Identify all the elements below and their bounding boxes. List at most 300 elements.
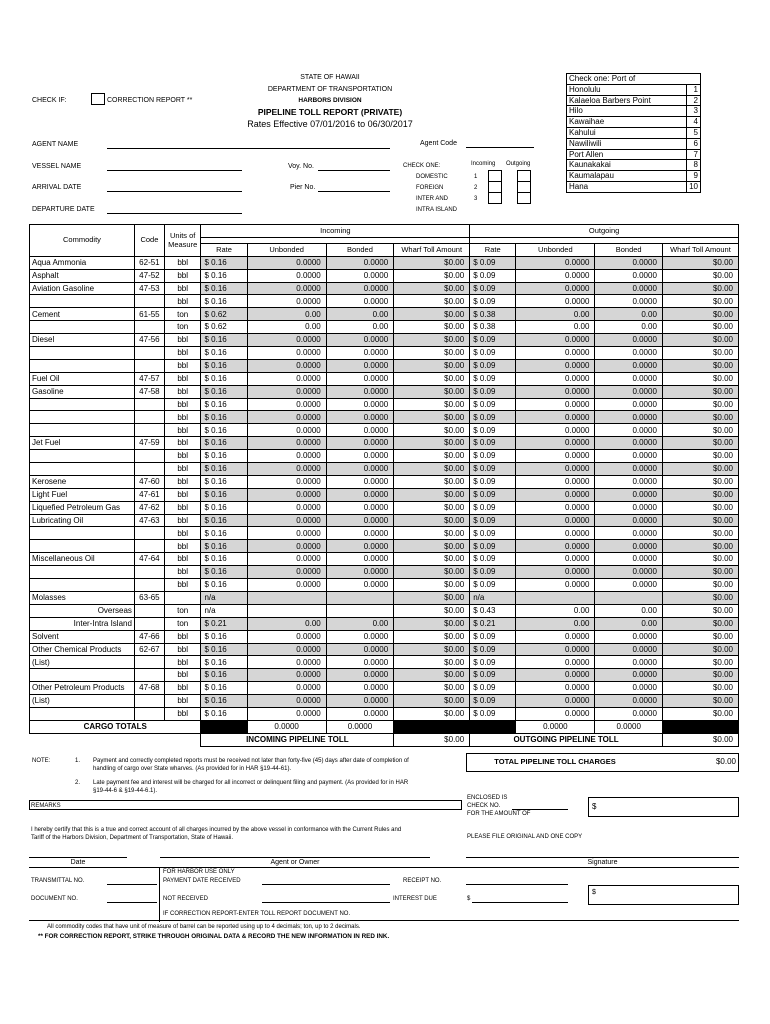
transmittal-input[interactable] xyxy=(107,884,157,885)
out-rate-cell: $ 0.09 xyxy=(470,295,516,308)
out-bonded-input[interactable]: 0.0000 xyxy=(595,579,662,592)
in-bonded-input[interactable]: 0.0000 xyxy=(326,398,393,411)
in-unbonded-input[interactable]: 0.0000 xyxy=(247,359,326,372)
out-wharf-toll-cell: $0.00 xyxy=(662,591,738,604)
in-rate-cell: $ 0.16 xyxy=(201,424,247,437)
port-row[interactable] xyxy=(567,160,701,171)
out-bonded-input[interactable]: 0.0000 xyxy=(595,334,662,347)
units-cell: bbl xyxy=(164,643,201,656)
units-cell: bbl xyxy=(164,669,201,682)
commodity-cell: (List) xyxy=(30,695,135,708)
units-cell: bbl xyxy=(164,501,201,514)
commodity-cell xyxy=(30,527,135,540)
in-unbonded-input[interactable]: 0.0000 xyxy=(247,334,326,347)
option-number: 3 xyxy=(474,196,478,202)
code-cell xyxy=(134,656,164,669)
commodity-cell: Jet Fuel xyxy=(30,437,135,450)
units-cell: bbl xyxy=(164,463,201,476)
in-bonded-input[interactable]: 0.0000 xyxy=(326,656,393,669)
in-bonded-input[interactable]: 0.0000 xyxy=(326,385,393,398)
units-header: Units of Measure xyxy=(164,225,201,257)
out-wharf-toll-cell: $0.00 xyxy=(662,553,738,566)
out-bonded-input[interactable]: 0.0000 xyxy=(595,411,662,424)
in-unbonded-input[interactable]: 0.0000 xyxy=(247,411,326,424)
in-unbonded-input[interactable]: 0.00 xyxy=(247,617,326,630)
code-cell: 47-62 xyxy=(134,501,164,514)
out-bonded-input[interactable]: 0.0000 xyxy=(595,527,662,540)
out-bonded-input[interactable]: 0.0000 xyxy=(595,385,662,398)
out-bonded-input[interactable]: 0.0000 xyxy=(595,437,662,450)
commodity-header: Commodity xyxy=(30,225,135,257)
port-row[interactable] xyxy=(567,181,701,192)
in-unbonded-input[interactable]: 0.0000 xyxy=(247,424,326,437)
in-rate-cell: $ 0.16 xyxy=(201,488,247,501)
out-bonded-input[interactable]: 0.0000 xyxy=(595,282,662,295)
port-row[interactable] xyxy=(567,149,701,160)
in-bonded-input[interactable]: 0.00 xyxy=(326,321,393,334)
commodity-cell: Other Petroleum Products xyxy=(30,682,135,695)
in-unbonded-input[interactable]: 0.0000 xyxy=(247,372,326,385)
out-bonded-input[interactable]: 0.0000 xyxy=(595,553,662,566)
out-bonded-input[interactable] xyxy=(595,591,662,604)
in-bonded-input[interactable]: 0.0000 xyxy=(326,707,393,720)
code-cell xyxy=(134,411,164,424)
code-cell: 47-53 xyxy=(134,282,164,295)
out-unbonded-input[interactable]: 0.0000 xyxy=(516,656,595,669)
out-unbonded-input[interactable]: 0.0000 xyxy=(516,282,595,295)
table-row xyxy=(30,669,739,682)
code-cell xyxy=(134,527,164,540)
in-bonded-input[interactable]: 0.0000 xyxy=(326,256,393,269)
in-bonded-input[interactable]: 0.0000 xyxy=(326,475,393,488)
units-cell: bbl xyxy=(164,695,201,708)
interest-due-label: INTEREST DUE xyxy=(393,896,437,902)
commodity-cell: Solvent xyxy=(30,630,135,643)
out-wharf-toll-cell: $0.00 xyxy=(662,385,738,398)
port-row[interactable] xyxy=(567,84,701,95)
out-bonded-input[interactable]: 0.0000 xyxy=(595,695,662,708)
out-unbonded-input[interactable]: 0.0000 xyxy=(516,450,595,463)
in-bonded-input[interactable]: 0.0000 xyxy=(326,643,393,656)
in-bonded-input[interactable]: 0.0000 xyxy=(326,437,393,450)
units-cell: bbl xyxy=(164,269,201,282)
dollar-sign: $ xyxy=(592,802,597,811)
in-unbonded-input[interactable]: 0.0000 xyxy=(247,437,326,450)
in-unbonded-input[interactable]: 0.0000 xyxy=(247,630,326,643)
units-cell: bbl xyxy=(164,398,201,411)
in-bonded-input[interactable]: 0.0000 xyxy=(326,630,393,643)
units-cell: bbl xyxy=(164,359,201,372)
out-bonded-input[interactable]: 0.0000 xyxy=(595,372,662,385)
table-row xyxy=(30,256,739,269)
in-unbonded-input[interactable]: 0.0000 xyxy=(247,682,326,695)
in-bonded-input[interactable]: 0.0000 xyxy=(326,450,393,463)
note-2: Late payment fee and interest will be charged for all incorrect or delinquent filing and payment. (As provided for in HAR §19-44-6 & §19-44-6.1). xyxy=(93,780,409,794)
departure-date-input[interactable] xyxy=(107,213,242,214)
agent-name-label: AGENT NAME xyxy=(32,141,79,148)
check-no-input[interactable] xyxy=(512,809,568,810)
out-unbonded-input[interactable]: 0.0000 xyxy=(516,488,595,501)
in-rate-cell: $ 0.16 xyxy=(201,282,247,295)
in-unbonded-input[interactable]: 0.0000 xyxy=(247,553,326,566)
in-bonded-input[interactable]: 0.0000 xyxy=(326,269,393,282)
out-rate-cell: $ 0.09 xyxy=(470,488,516,501)
table-row xyxy=(30,527,739,540)
out-unbonded-input[interactable]: 0.0000 xyxy=(516,566,595,579)
in-rate-cell: $ 0.16 xyxy=(201,411,247,424)
in-bonded-input[interactable]: 0.0000 xyxy=(326,334,393,347)
out-unbonded-input[interactable]: 0.0000 xyxy=(516,398,595,411)
out-unbonded-input[interactable]: 0.0000 xyxy=(516,295,595,308)
table-row xyxy=(30,656,739,669)
out-unbonded-input[interactable]: 0.0000 xyxy=(516,411,595,424)
out-rate-cell: $ 0.09 xyxy=(470,669,516,682)
in-bonded-input[interactable]: 0.0000 xyxy=(326,424,393,437)
in-unbonded-input[interactable]: 0.0000 xyxy=(247,643,326,656)
out-unbonded-input[interactable]: 0.0000 xyxy=(516,269,595,282)
out-bonded-input[interactable]: 0.0000 xyxy=(595,398,662,411)
code-cell xyxy=(134,707,164,720)
commodity-cell xyxy=(30,579,135,592)
commodity-cell: Inter-Intra Island xyxy=(30,617,135,630)
out-unbonded-input[interactable]: 0.0000 xyxy=(516,501,595,514)
out-rate-cell: $ 0.09 xyxy=(470,656,516,669)
out-unbonded-input[interactable]: 0.0000 xyxy=(516,695,595,708)
table-row xyxy=(30,372,739,385)
in-unbonded-input[interactable]: 0.0000 xyxy=(247,527,326,540)
unbonded-header: Unbonded xyxy=(516,243,595,256)
in-bonded-input[interactable]: 0.0000 xyxy=(326,669,393,682)
in-rate-cell: $ 0.16 xyxy=(201,463,247,476)
commodity-cell xyxy=(30,359,135,372)
blank-cell xyxy=(201,720,247,733)
out-unbonded-input[interactable]: 0.0000 xyxy=(516,334,595,347)
interest-due-input[interactable] xyxy=(472,902,568,903)
in-wharf-toll-cell: $0.00 xyxy=(394,450,470,463)
in-unbonded-input[interactable]: 0.0000 xyxy=(247,463,326,476)
in-unbonded-input[interactable]: 0.0000 xyxy=(247,475,326,488)
domestic-label: DOMESTIC xyxy=(416,174,448,180)
out-bonded-input[interactable]: 0.0000 xyxy=(595,669,662,682)
out-rate-cell: $ 0.09 xyxy=(470,411,516,424)
pier-no-input[interactable] xyxy=(318,191,390,192)
in-unbonded-input[interactable]: 0.0000 xyxy=(247,656,326,669)
out-unbonded-input[interactable]: 0.0000 xyxy=(516,527,595,540)
in-unbonded-input[interactable]: 0.0000 xyxy=(247,566,326,579)
units-cell: bbl xyxy=(164,450,201,463)
in-bonded-input[interactable]: 0.0000 xyxy=(326,411,393,424)
out-bonded-input[interactable]: 0.0000 xyxy=(595,501,662,514)
in-rate-cell: $ 0.16 xyxy=(201,450,247,463)
in-bonded-input[interactable]: 0.0000 xyxy=(326,579,393,592)
in-rate-cell: $ 0.16 xyxy=(201,707,247,720)
remarks-input[interactable] xyxy=(29,800,462,810)
out-bonded-input[interactable]: 0.0000 xyxy=(595,256,662,269)
out-rate-cell: $ 0.09 xyxy=(470,475,516,488)
in-unbonded-input[interactable]: 0.0000 xyxy=(247,295,326,308)
receipt-no-input[interactable] xyxy=(466,884,568,885)
out-unbonded-input[interactable]: 0.0000 xyxy=(516,553,595,566)
in-unbonded-input[interactable]: 0.00 xyxy=(247,321,326,334)
interest-amount-input[interactable] xyxy=(588,885,739,905)
out-rate-cell: $ 0.38 xyxy=(470,308,516,321)
out-unbonded-input[interactable]: 0.0000 xyxy=(516,256,595,269)
in-wharf-toll-cell: $0.00 xyxy=(394,617,470,630)
out-bonded-input[interactable]: 0.0000 xyxy=(595,450,662,463)
out-unbonded-input[interactable]: 0.0000 xyxy=(516,643,595,656)
out-bonded-input[interactable]: 0.0000 xyxy=(595,424,662,437)
out-wharf-toll-cell: $0.00 xyxy=(662,256,738,269)
code-cell: 47-59 xyxy=(134,437,164,450)
in-bonded-input[interactable]: 0.00 xyxy=(326,617,393,630)
total-pipeline-toll-box xyxy=(466,753,739,772)
state-heading: STATE OF HAWAII xyxy=(300,74,360,81)
outgoing-label: Outgoing xyxy=(506,161,531,167)
in-unbonded-total: 0.0000 xyxy=(247,720,326,733)
in-rate-cell: $ 0.21 xyxy=(201,617,247,630)
arrival-date-input[interactable] xyxy=(107,191,242,192)
in-wharf-toll-cell: $0.00 xyxy=(394,656,470,669)
table-row xyxy=(30,295,739,308)
in-bonded-input[interactable] xyxy=(326,604,393,617)
code-cell: 47-60 xyxy=(134,475,164,488)
in-unbonded-input[interactable] xyxy=(247,591,326,604)
in-unbonded-input[interactable]: 0.0000 xyxy=(247,269,326,282)
in-bonded-input[interactable] xyxy=(326,591,393,604)
out-bonded-input[interactable]: 0.0000 xyxy=(595,630,662,643)
out-unbonded-input[interactable]: 0.0000 xyxy=(516,630,595,643)
table-row xyxy=(30,475,739,488)
out-unbonded-input[interactable]: 0.0000 xyxy=(516,669,595,682)
not-received-input[interactable] xyxy=(262,902,390,903)
out-rate-cell: $ 0.09 xyxy=(470,566,516,579)
in-unbonded-input[interactable]: 0.0000 xyxy=(247,385,326,398)
in-wharf-toll-cell: $0.00 xyxy=(394,437,470,450)
port-number: 10 xyxy=(687,181,701,192)
vessel-name-input[interactable] xyxy=(107,170,242,171)
out-bonded-input[interactable]: 0.0000 xyxy=(595,682,662,695)
out-unbonded-input[interactable]: 0.0000 xyxy=(516,475,595,488)
out-unbonded-input[interactable]: 0.0000 xyxy=(516,359,595,372)
incoming-inter-checkbox[interactable] xyxy=(488,192,502,204)
code-cell: 47-52 xyxy=(134,269,164,282)
agent-code-input[interactable] xyxy=(466,147,534,148)
in-bonded-input[interactable]: 0.0000 xyxy=(326,463,393,476)
in-unbonded-input[interactable]: 0.0000 xyxy=(247,501,326,514)
units-cell: bbl xyxy=(164,334,201,347)
out-unbonded-input[interactable]: 0.0000 xyxy=(516,347,595,360)
outgoing-inter-checkbox[interactable] xyxy=(517,192,531,204)
out-unbonded-input[interactable]: 0.00 xyxy=(516,617,595,630)
port-row[interactable] xyxy=(567,171,701,182)
out-rate-cell: $ 0.09 xyxy=(470,540,516,553)
in-wharf-toll-cell: $0.00 xyxy=(394,527,470,540)
in-wharf-toll-cell: $0.00 xyxy=(394,308,470,321)
in-unbonded-input[interactable]: 0.0000 xyxy=(247,398,326,411)
out-unbonded-input[interactable]: 0.00 xyxy=(516,321,595,334)
port-row[interactable] xyxy=(567,127,701,138)
note-label: NOTE: xyxy=(32,758,51,764)
out-unbonded-input[interactable]: 0.0000 xyxy=(516,424,595,437)
out-bonded-input[interactable]: 0.00 xyxy=(595,617,662,630)
out-unbonded-input[interactable]: 0.0000 xyxy=(516,707,595,720)
units-cell: bbl xyxy=(164,527,201,540)
in-rate-cell: $ 0.16 xyxy=(201,501,247,514)
out-bonded-input[interactable]: 0.0000 xyxy=(595,540,662,553)
correction-report-checkbox[interactable] xyxy=(91,93,105,105)
units-cell: bbl xyxy=(164,437,201,450)
in-wharf-toll-cell: $0.00 xyxy=(394,566,470,579)
out-bonded-input[interactable]: 0.0000 xyxy=(595,269,662,282)
code-header: Code xyxy=(134,225,164,257)
cargo-totals-row xyxy=(30,720,739,733)
out-bonded-input[interactable]: 0.0000 xyxy=(595,566,662,579)
port-row[interactable] xyxy=(567,138,701,149)
in-unbonded-input[interactable] xyxy=(247,604,326,617)
report-title: PIPELINE TOLL REPORT (PRIVATE) xyxy=(257,107,403,117)
out-unbonded-input[interactable]: 0.0000 xyxy=(516,437,595,450)
commodity-cell: (List) xyxy=(30,656,135,669)
port-row[interactable] xyxy=(567,95,701,106)
out-wharf-toll-cell: $0.00 xyxy=(662,643,738,656)
in-unbonded-input[interactable]: 0.0000 xyxy=(247,579,326,592)
not-received-label: NOT RECEIVED xyxy=(163,896,208,902)
out-bonded-input[interactable]: 0.0000 xyxy=(595,643,662,656)
out-unbonded-input[interactable]: 0.0000 xyxy=(516,385,595,398)
out-wharf-toll-cell: $0.00 xyxy=(662,707,738,720)
out-wharf-toll-cell: $0.00 xyxy=(662,669,738,682)
document-no-input[interactable] xyxy=(107,902,157,903)
inter-and-label: INTER AND xyxy=(416,196,449,202)
in-unbonded-input[interactable]: 0.0000 xyxy=(247,488,326,501)
in-bonded-input[interactable]: 0.0000 xyxy=(326,295,393,308)
in-rate-cell: $ 0.16 xyxy=(201,579,247,592)
commodity-cell: Aqua Ammonia xyxy=(30,256,135,269)
in-unbonded-input[interactable]: 0.0000 xyxy=(247,256,326,269)
out-bonded-input[interactable]: 0.00 xyxy=(595,604,662,617)
in-bonded-input[interactable]: 0.0000 xyxy=(326,488,393,501)
out-unbonded-input[interactable]: 0.0000 xyxy=(516,540,595,553)
amount-input[interactable] xyxy=(588,797,739,817)
in-bonded-input[interactable]: 0.0000 xyxy=(326,682,393,695)
port-name: Port Allen xyxy=(567,149,687,160)
in-bonded-input[interactable]: 0.0000 xyxy=(326,527,393,540)
remarks-label: REMARKS xyxy=(31,803,61,809)
in-bonded-input[interactable]: 0.0000 xyxy=(326,566,393,579)
in-bonded-input[interactable]: 0.0000 xyxy=(326,282,393,295)
in-bonded-input[interactable]: 0.0000 xyxy=(326,359,393,372)
blank-cell xyxy=(662,720,738,733)
in-unbonded-input[interactable]: 0.00 xyxy=(247,308,326,321)
out-unbonded-input[interactable]: 0.0000 xyxy=(516,463,595,476)
signature-line[interactable] xyxy=(466,857,739,858)
voy-no-label: Voy. No. xyxy=(288,163,314,170)
date-line[interactable] xyxy=(29,857,127,858)
out-wharf-toll-cell: $0.00 xyxy=(662,295,738,308)
out-unbonded-input[interactable] xyxy=(516,591,595,604)
in-wharf-toll-cell: $0.00 xyxy=(394,347,470,360)
out-bonded-input[interactable]: 0.0000 xyxy=(595,514,662,527)
out-wharf-toll-cell: $0.00 xyxy=(662,359,738,372)
agent-line[interactable] xyxy=(160,857,430,858)
out-unbonded-input[interactable]: 0.0000 xyxy=(516,682,595,695)
out-rate-cell: $ 0.09 xyxy=(470,450,516,463)
in-rate-cell: $ 0.16 xyxy=(201,385,247,398)
out-bonded-input[interactable]: 0.0000 xyxy=(595,295,662,308)
units-cell: bbl xyxy=(164,488,201,501)
port-row[interactable] xyxy=(567,106,701,117)
out-wharf-toll-cell: $0.00 xyxy=(662,695,738,708)
in-bonded-input[interactable]: 0.0000 xyxy=(326,553,393,566)
table-row xyxy=(30,579,739,592)
out-unbonded-input[interactable]: 0.00 xyxy=(516,308,595,321)
out-wharf-toll-cell: $0.00 xyxy=(662,682,738,695)
commodity-cell: Asphalt xyxy=(30,269,135,282)
agent-name-input[interactable] xyxy=(107,148,390,149)
out-bonded-input[interactable]: 0.0000 xyxy=(595,463,662,476)
out-wharf-toll-cell: $0.00 xyxy=(662,424,738,437)
units-cell: bbl xyxy=(164,566,201,579)
units-cell: bbl xyxy=(164,475,201,488)
port-number: 4 xyxy=(687,117,701,128)
in-unbonded-input[interactable]: 0.0000 xyxy=(247,695,326,708)
units-cell: ton xyxy=(164,321,201,334)
out-bonded-input[interactable]: 0.0000 xyxy=(595,707,662,720)
voy-no-input[interactable] xyxy=(318,170,390,171)
in-bonded-input[interactable]: 0.00 xyxy=(326,308,393,321)
units-cell: bbl xyxy=(164,656,201,669)
payment-date-input[interactable] xyxy=(262,884,390,885)
in-unbonded-input[interactable]: 0.0000 xyxy=(247,707,326,720)
table-row xyxy=(30,463,739,476)
in-bonded-input[interactable]: 0.0000 xyxy=(326,372,393,385)
in-bonded-input[interactable]: 0.0000 xyxy=(326,347,393,360)
in-bonded-input[interactable]: 0.0000 xyxy=(326,501,393,514)
out-bonded-input[interactable]: 0.0000 xyxy=(595,359,662,372)
out-wharf-toll-cell: $0.00 xyxy=(662,501,738,514)
out-unbonded-input[interactable]: 0.0000 xyxy=(516,579,595,592)
out-bonded-input[interactable]: 0.00 xyxy=(595,308,662,321)
table-row xyxy=(30,682,739,695)
out-bonded-input[interactable]: 0.0000 xyxy=(595,656,662,669)
out-unbonded-input[interactable]: 0.00 xyxy=(516,604,595,617)
in-unbonded-input[interactable]: 0.0000 xyxy=(247,450,326,463)
in-wharf-toll-cell: $0.00 xyxy=(394,630,470,643)
out-bonded-input[interactable]: 0.0000 xyxy=(595,475,662,488)
in-unbonded-input[interactable]: 0.0000 xyxy=(247,669,326,682)
payment-date-label: PAYMENT DATE RECEIVED xyxy=(163,878,241,884)
out-bonded-input[interactable]: 0.0000 xyxy=(595,488,662,501)
in-bonded-input[interactable]: 0.0000 xyxy=(326,540,393,553)
out-unbonded-input[interactable]: 0.0000 xyxy=(516,372,595,385)
in-unbonded-input[interactable]: 0.0000 xyxy=(247,282,326,295)
in-bonded-input[interactable]: 0.0000 xyxy=(326,514,393,527)
out-rate-cell: $ 0.09 xyxy=(470,334,516,347)
out-rate-cell: $ 0.09 xyxy=(470,385,516,398)
in-bonded-input[interactable]: 0.0000 xyxy=(326,695,393,708)
port-row[interactable] xyxy=(567,117,701,128)
out-unbonded-input[interactable]: 0.0000 xyxy=(516,514,595,527)
in-unbonded-input[interactable]: 0.0000 xyxy=(247,347,326,360)
in-wharf-toll-cell: $0.00 xyxy=(394,269,470,282)
out-bonded-input[interactable]: 0.00 xyxy=(595,321,662,334)
commodity-cell: Gasoline xyxy=(30,385,135,398)
in-unbonded-input[interactable]: 0.0000 xyxy=(247,514,326,527)
in-unbonded-input[interactable]: 0.0000 xyxy=(247,540,326,553)
check-no-label: CHECK NO. xyxy=(467,803,501,809)
out-bonded-input[interactable]: 0.0000 xyxy=(595,347,662,360)
in-wharf-toll-cell: $0.00 xyxy=(394,540,470,553)
